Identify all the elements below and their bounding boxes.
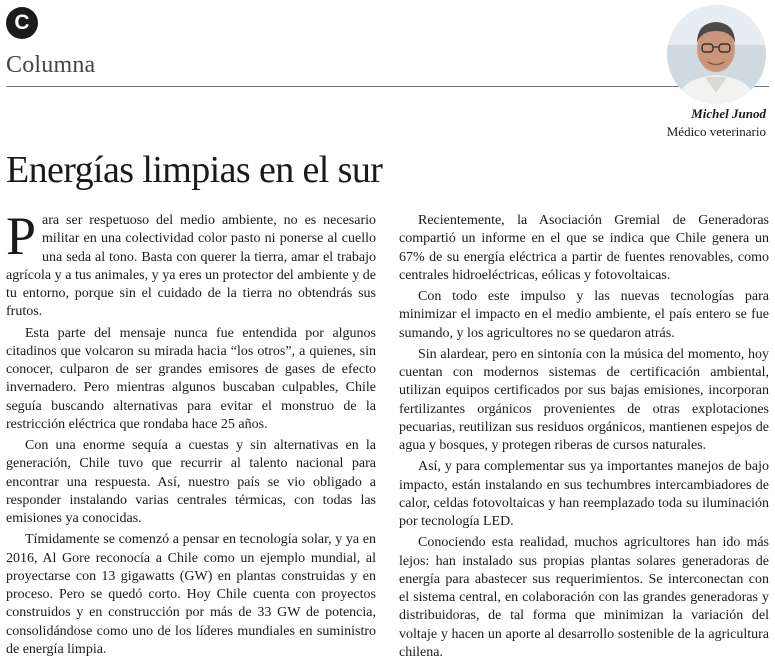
section-badge: C: [6, 7, 38, 39]
article-paragraph: Así, y para complementar sus ya importantes manejos de bajo impacto, están instalando en sus techumbres intercambiadores de calor, celdas fotovoltaicas y han reemplazado toda su iluminación por tecnología LED.: [399, 459, 769, 529]
author-portrait-image: [667, 5, 766, 104]
drop-cap: P: [6, 206, 37, 266]
article-paragraph: Tímidamente se comenzó a pensar en tecnología solar, y ya en 2016, Al Gore reconocía a Chile como un ejemplo mundial, al proyectarse con 13 gigawatts (GW) en plantas construidas y en proceso. Pero se quedó corto. Hoy Chile cuenta con proyectos construidos y en construcción por más de 33 GW de potencia, consolidándose como uno de los líderes mundiales en suministro de energía limpia.: [6, 532, 376, 657]
article-paragraph: Sin alardear, pero en sintonía con la música del momento, hoy cuentan con modernos sistemas de certificación ambiental, utilizan equipos certificados por sus bajas emisiones, incorporan fertilizantes orgánicos provenientes de otras explotaciones pecuarias, reutilizan sus residuos orgánicos, mantienen espejos de agua y bosques, y protegen riberas de cursos naturales.: [399, 346, 769, 453]
article-paragraph: Con una enorme sequía a cuestas y sin alternativas en la generación, Chile tuvo que recurrir al talento nacional para encontrar una respuesta. Así, nuestro país se vio obligado a responder instalando varias centrales térmicas, con todas las emisiones ya conocidas.: [6, 438, 376, 526]
article-paragraph: Para ser respetuoso del medio ambiente, no es necesario militar en una colectividad color pasto ni ponerse al cuello una seda al tono. Basta con querer la tierra, amar el trabajo agrícola y a tus animales, y ya eres un protector del ambiente y de tu entorno, porque sin el cuidado de la tierra no obtendrás sus frutos.: [6, 206, 376, 320]
header-divider: [6, 86, 769, 87]
article-headline: Energías limpias en el sur: [6, 149, 383, 191]
author-photo: [667, 5, 766, 104]
author-role: Médico veterinario: [666, 124, 766, 139]
section-label: Columna: [6, 52, 96, 78]
article-column-left: [6, 206, 376, 662]
article-paragraph: Esta parte del mensaje nunca fue entendida por algunos citadinos que volcaron su mirada hacia “los otros”, a quienes, sin conocer, culparon de ser grandes emisores de gases de efecto invernadero. Pero mientras algunos buscaban culpables, Chile seguía buscando alternativas para evitar el monstruo de la restricción eléctrica que rondaba hace 25 años.: [6, 325, 376, 432]
article-paragraph: Con todo este impulso y las nuevas tecnologías para minimizar el impacto en el medio ambiente, el país entero se fue sumando, y los agricultores no se quedaron atrás.: [399, 289, 769, 341]
article-paragraph: Recientemente, la Asociación Gremial de Generadoras compartió un informe en el que se indica que Chile genera un 67% de su energía eléctrica a partir de fuentes renovables, como centrales hidroeléctricas, eólicas y fotovoltaicas.: [399, 213, 769, 283]
author-name: Michel Junod: [691, 106, 766, 121]
article-paragraph: Conociendo esta realidad, muchos agricultores han ido más lejos: han instalado sus propias plantas solares generadoras de energía para abastecer sus requerimientos. Se interconectan con el sistema central, en colaboración con las grandes generadoras y distribuidoras, de tal forma que minimizan la variación del voltaje y hacen un aporte al desarrollo sostenible de la agricultura chilena.: [399, 535, 769, 660]
article-column-right: [399, 212, 769, 665]
